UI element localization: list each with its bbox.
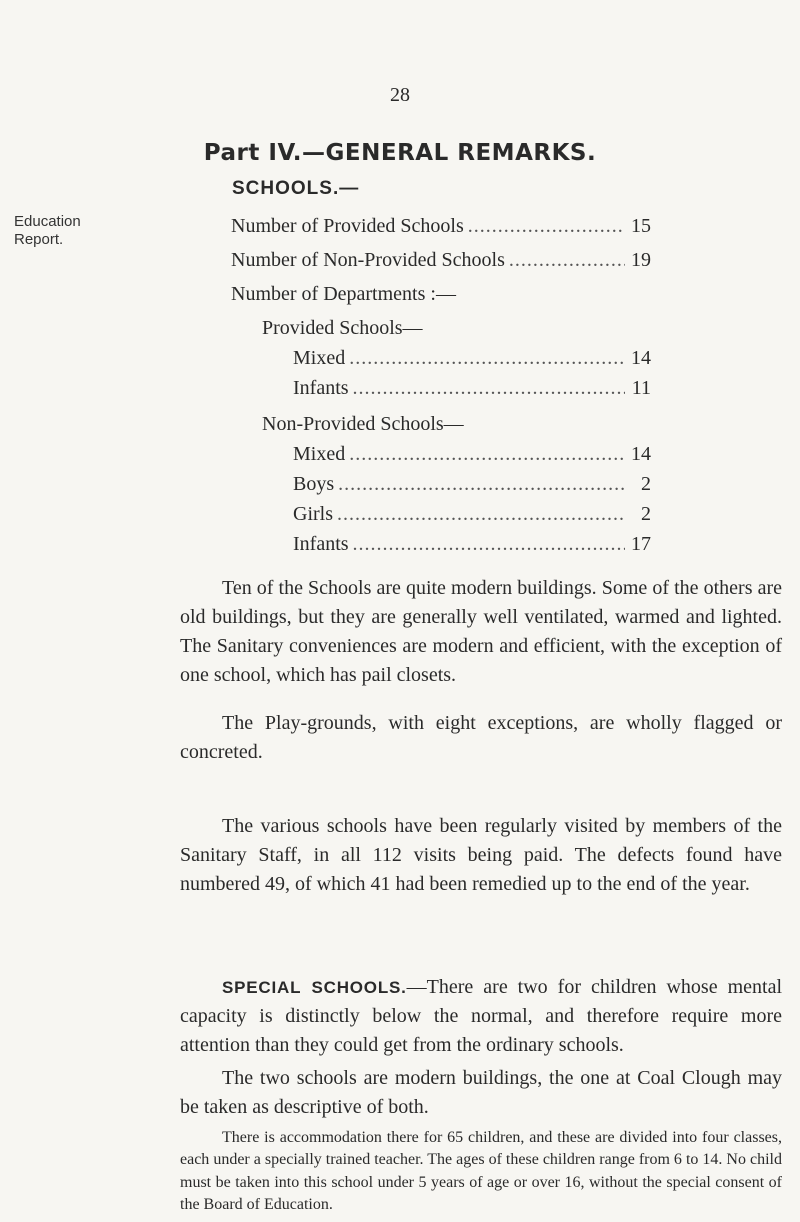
stat-row-non-provided [231,245,651,275]
paragraph-text: The various schools have been regularly visited by members of the Sanitary Staff, in all 112 visits being paid. The defects found have numbered 49, of which 41 had been remedied up to the end of the year. [180,815,782,895]
section-heading-schools: SCHOOLS.— [232,178,360,199]
dept-row [293,373,651,403]
dot-leader [338,469,625,499]
paragraph-text: Ten of the Schools are quite modern buildings. Some of the others are old buildings, but they are generally well ventilated, warmed and lighted. The Sanitary conveniences are modern and efficient, with the exception of one school, which has pail closets. [180,577,782,686]
dot-leader [349,439,625,469]
dept-value: 14 [631,347,651,369]
margin-note-line: Education [14,213,81,230]
stat-label: Number of Non-Provided Schools [231,249,505,271]
paragraph [180,574,782,690]
stat-row-provided [231,211,651,241]
dot-leader [353,373,625,403]
paragraph-text: There is accommodation there for 65 children, and these are divided into four classes, each under a specially trained teacher. The ages of these children range from 6 to 14. No child must be taken into this school under 5 years of age or over 16, without the special consent of the Board of Education. [180,1129,782,1214]
dept-label: Infants [293,377,349,399]
dept-label: Mixed [293,443,346,465]
paragraph-text: The Play-grounds, with eight exceptions, are wholly flagged or concreted. [180,712,782,763]
dept-row [293,439,651,469]
paragraph-text: The two schools are modern buildings, the one at Coal Clough may be taken as descriptive of both. [180,1067,782,1118]
dot-leader [337,499,625,529]
departments-label: Number of Departments :— [231,283,456,305]
paragraph [180,812,782,899]
dept-label: Girls [293,503,333,525]
stat-label: Number of Provided Schools [231,215,464,237]
non-provided-group-label: Non-Provided Schools— [262,413,464,435]
paragraph [180,1064,782,1122]
dept-row [293,469,651,499]
dept-value: 17 [631,533,651,555]
margin-note-line: Report. [14,231,64,248]
dept-label: Mixed [293,347,346,369]
paragraph [180,1127,782,1217]
dept-label: Boys [293,473,335,495]
paragraph [180,709,782,767]
provided-group-label: Provided Schools— [262,317,423,339]
margin-note [14,213,81,249]
page-title: Part IV.—GENERAL REMARKS. [203,140,597,166]
dept-value: 2 [641,473,651,495]
dot-leader [349,343,625,373]
paragraph-text: —There are two for children whose mental capacity is distinctly below the normal, and therefore require more attention than they could get from the ordinary schools. [180,976,782,1056]
special-schools-heading: SPECIAL SCHOOLS. [222,978,407,997]
dept-label: Infants [293,533,349,555]
dept-value: 2 [641,503,651,525]
dept-row [293,343,651,373]
page-number: 28 [390,84,410,106]
dept-row [293,529,651,559]
dept-value: 11 [631,377,651,399]
dot-leader [509,245,625,275]
stat-value: 19 [631,249,651,271]
dot-leader [353,529,625,559]
dot-leader [468,211,625,241]
paragraph [180,973,782,1060]
stat-value: 15 [631,215,651,237]
dept-value: 14 [631,443,651,465]
dept-row [293,499,651,529]
